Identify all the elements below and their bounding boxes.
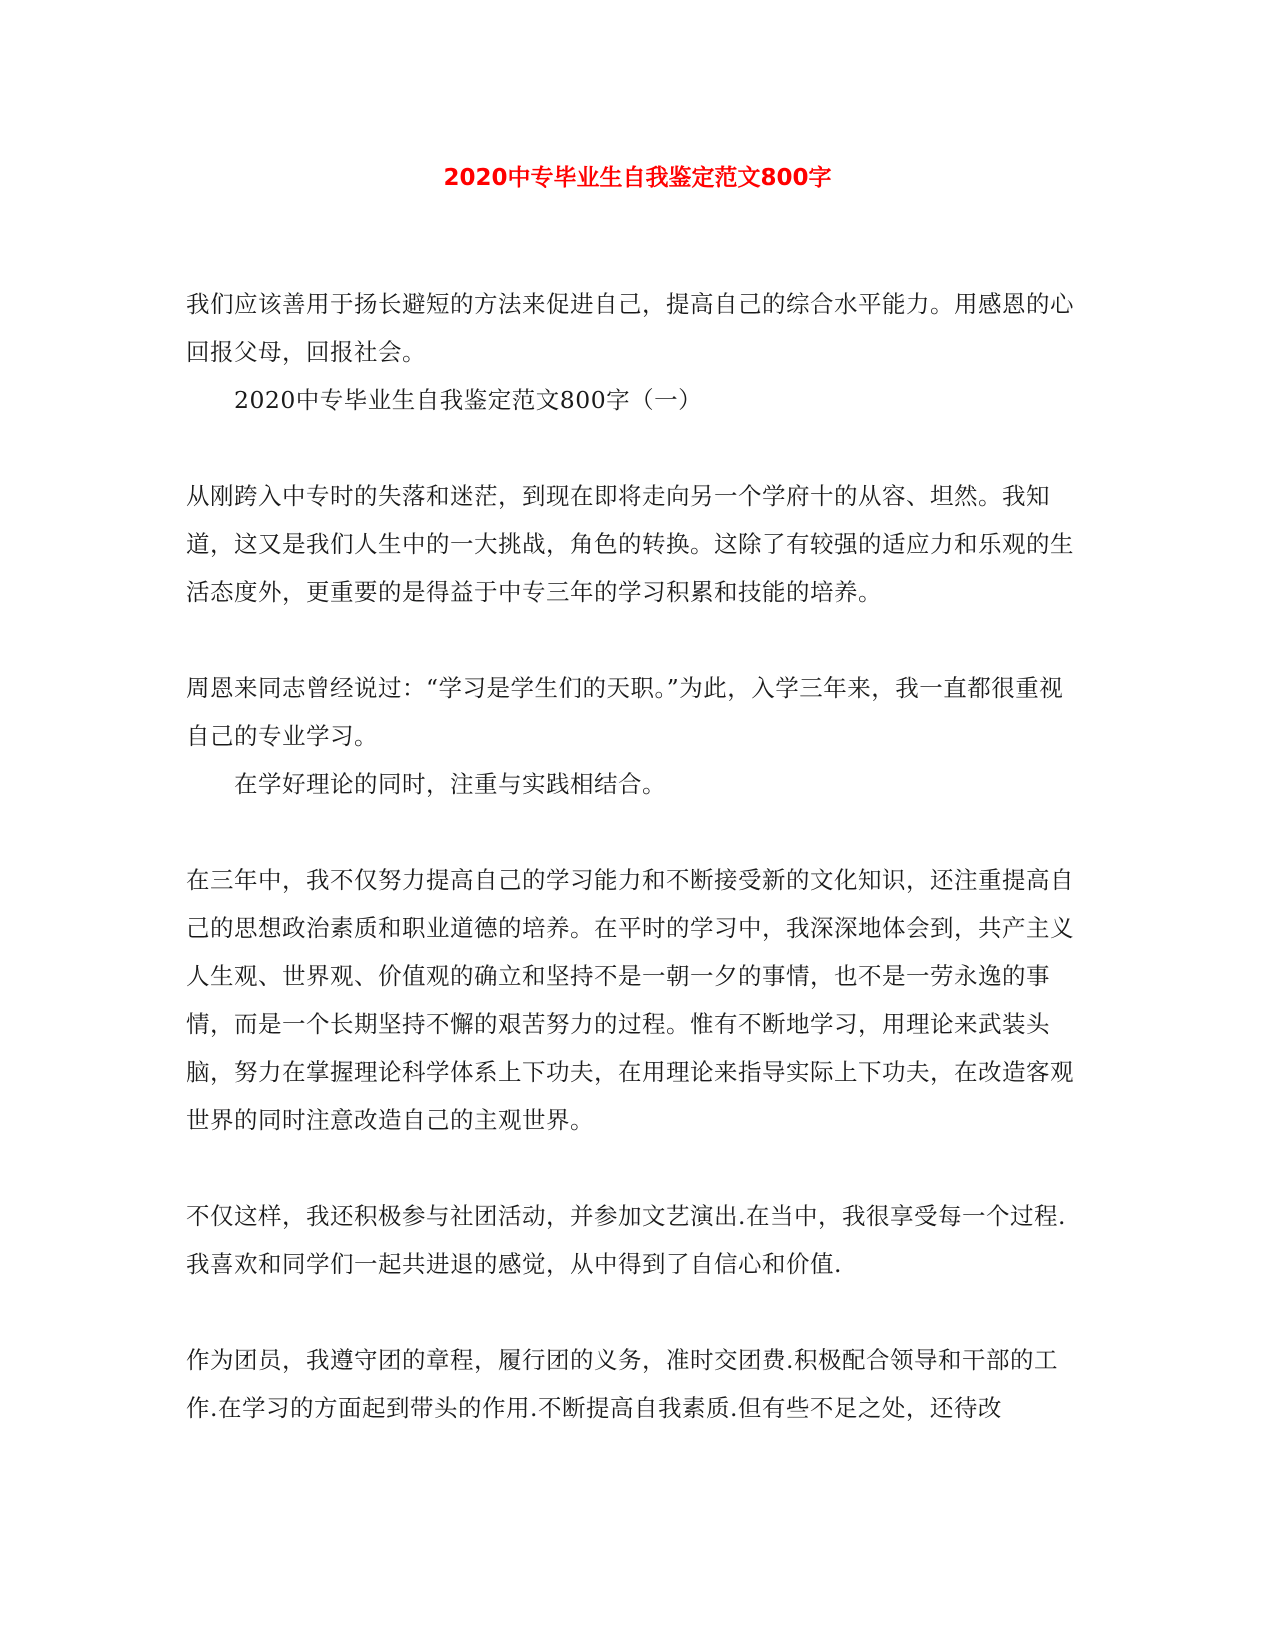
paragraph-gap bbox=[186, 808, 1086, 856]
paragraph-3: 在学好理论的同时，注重与实践相结合。 bbox=[234, 770, 666, 798]
paragraph-gap bbox=[186, 1144, 1086, 1192]
document-body bbox=[186, 280, 1086, 1432]
document-title: 2020中专毕业生自我鉴定范文800字 bbox=[443, 165, 832, 191]
paragraph-2: 周恩来同志曾经说过：“学习是学生们的天职。”为此，入学三年来，我一直都很重视自己的专业学习。 bbox=[186, 674, 1064, 750]
intro-paragraph: 我们应该善用于扬长避短的方法来促进自己，提高自己的综合水平能力。用感恩的心回报父母，回报社会。 bbox=[186, 290, 1074, 366]
paragraph-gap bbox=[186, 1288, 1086, 1336]
paragraph-4: 在三年中，我不仅努力提高自己的学习能力和不断接受新的文化知识，还注重提高自己的思想政治素质和职业道德的培养。在平时的学习中，我深深地体会到，共产主义人生观、世界观、价值观的确立和坚持不是一朝一夕的事情，也不是一劳永逸的事情，而是一个长期坚持不懈的艰苦努力的过程。惟有不断地学习，用理论来武装头脑，努力在掌握理论科学体系上下功夫，在用理论来指导实际上下功夫，在改造客观世界的同时注意改造自己的主观世界。 bbox=[186, 866, 1074, 1134]
paragraph-1: 从刚跨入中专时的失落和迷茫，到现在即将走向另一个学府十的从容、坦然。我知道，这又是我们人生中的一大挑战，角色的转换。这除了有较强的适应力和乐观的生活态度外，更重要的是得益于中专三年的学习积累和技能的培养。 bbox=[186, 482, 1074, 606]
paragraph-6: 作为团员，我遵守团的章程，履行团的义务，准时交团费.积极配合领导和干部的工作.在学习的方面起到带头的作用.不断提高自我素质.但有些不足之处，还待改 bbox=[186, 1346, 1058, 1422]
paragraph-gap bbox=[186, 424, 1086, 472]
section-subtitle: 2020中专毕业生自我鉴定范文800字（一） bbox=[234, 386, 703, 414]
paragraph-5: 不仅这样，我还积极参与社团活动，并参加文艺演出.在当中，我很享受每一个过程.我喜欢和同学们一起共进退的感觉，从中得到了自信心和价值. bbox=[186, 1202, 1066, 1278]
paragraph-gap bbox=[186, 616, 1086, 664]
